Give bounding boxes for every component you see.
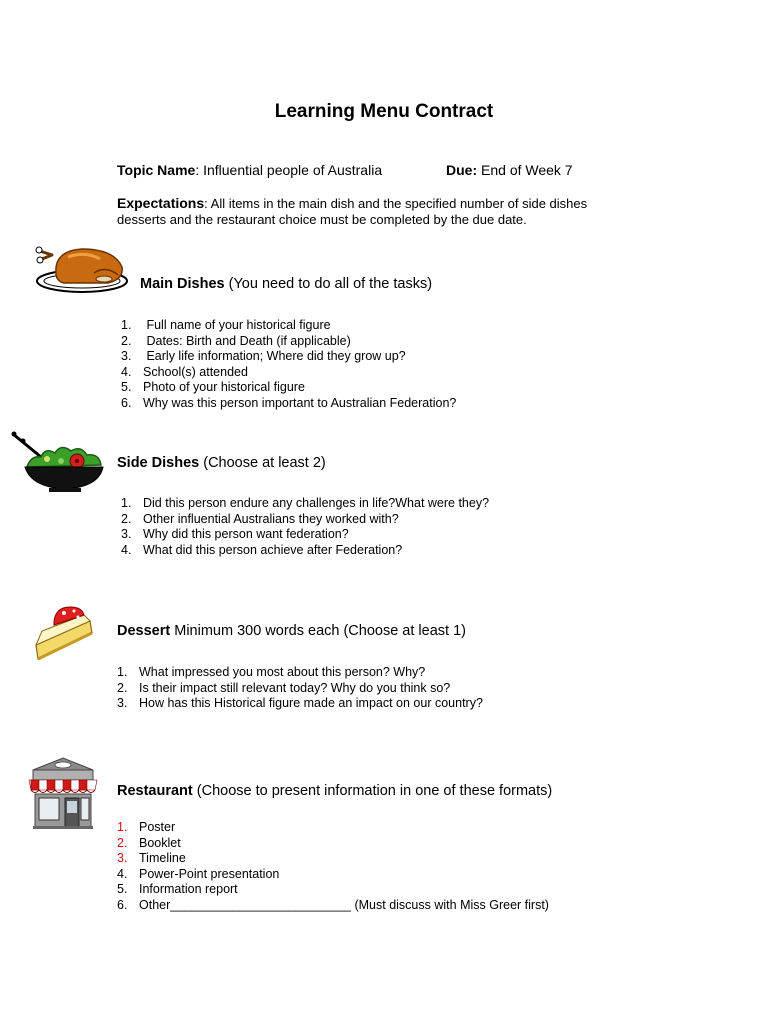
list-item: 5. Information report [117,882,238,897]
expectations [117,195,587,228]
side-dishes-heading [117,455,326,471]
list-item: 3. Why did this person want federation? [121,527,349,542]
list-item: 2. Dates: Birth and Death (if applicable) [121,333,351,348]
dessert-list [117,665,483,712]
list-item: 3. Early life information; Where did they grow up? [121,349,406,364]
list-item: 1. Full name of your historical figure [121,318,331,332]
main-dishes-note: (You need to do all of the tasks) [228,276,433,292]
restaurant-storefront-icon [27,756,99,830]
due-label: Due: [446,162,478,178]
main-dishes-list [121,318,456,412]
dessert-note: Minimum 300 words each (Choose at least 1) [174,623,466,639]
list-item: 4. What did this person achieve after Federation? [121,542,403,557]
main-dishes-title: Main Dishes [140,276,225,292]
list-item: 5. Photo of your historical figure [121,380,305,395]
side-dishes-list [121,496,489,558]
page-title: Learning Menu Contract [274,101,494,122]
list-item: 6. Other__________________________ (Must discuss with Miss Greer first) [117,897,549,912]
topic-label: Topic Name [117,162,196,178]
restaurant-list [117,820,549,914]
list-item: 1. Did this person endure any challenges in life?What were they? [121,496,490,510]
salad-bowl-icon [11,431,107,495]
list-item: 6. Why was this person important to Australian Federation? [121,395,457,410]
cheesecake-icon [34,603,94,661]
due-value: End of Week 7 [481,162,573,178]
list-item: 2. Is their impact still relevant today? Why do you think so? [117,680,451,695]
list-item: 1. Poster [117,820,176,834]
topic-line [117,162,382,178]
side-dishes-title: Side Dishes [117,455,200,471]
list-item: 2. Booklet [117,835,181,850]
expectations-line1: : All items in the main dish and the specified number of side dishes [204,196,588,211]
main-dishes-heading [140,276,432,292]
restaurant-heading [117,783,552,799]
list-item: 2. Other influential Australians they worked with? [121,511,399,526]
topic-value: : Influential people of Australia [195,162,383,178]
list-item: 1. What impressed you most about this person? Why? [117,665,426,679]
restaurant-title: Restaurant [117,783,193,799]
roast-chicken-icon [34,243,130,295]
expectations-label: Expectations [117,195,205,211]
list-item: 4. Power-Point presentation [117,866,280,881]
list-item: 3. How has this Historical figure made an impact on our country? [117,696,483,711]
expectations-line2: desserts and the restaurant choice must be completed by the due date. [117,212,527,227]
list-item: 4. School(s) attended [121,364,248,379]
dessert-title: Dessert [117,623,171,639]
due-line [446,162,573,178]
dessert-heading [117,623,466,639]
side-dishes-note: (Choose at least 2) [203,455,326,471]
list-item: 3. Timeline [117,851,186,866]
restaurant-note: (Choose to present information in one of these formats) [196,783,553,799]
